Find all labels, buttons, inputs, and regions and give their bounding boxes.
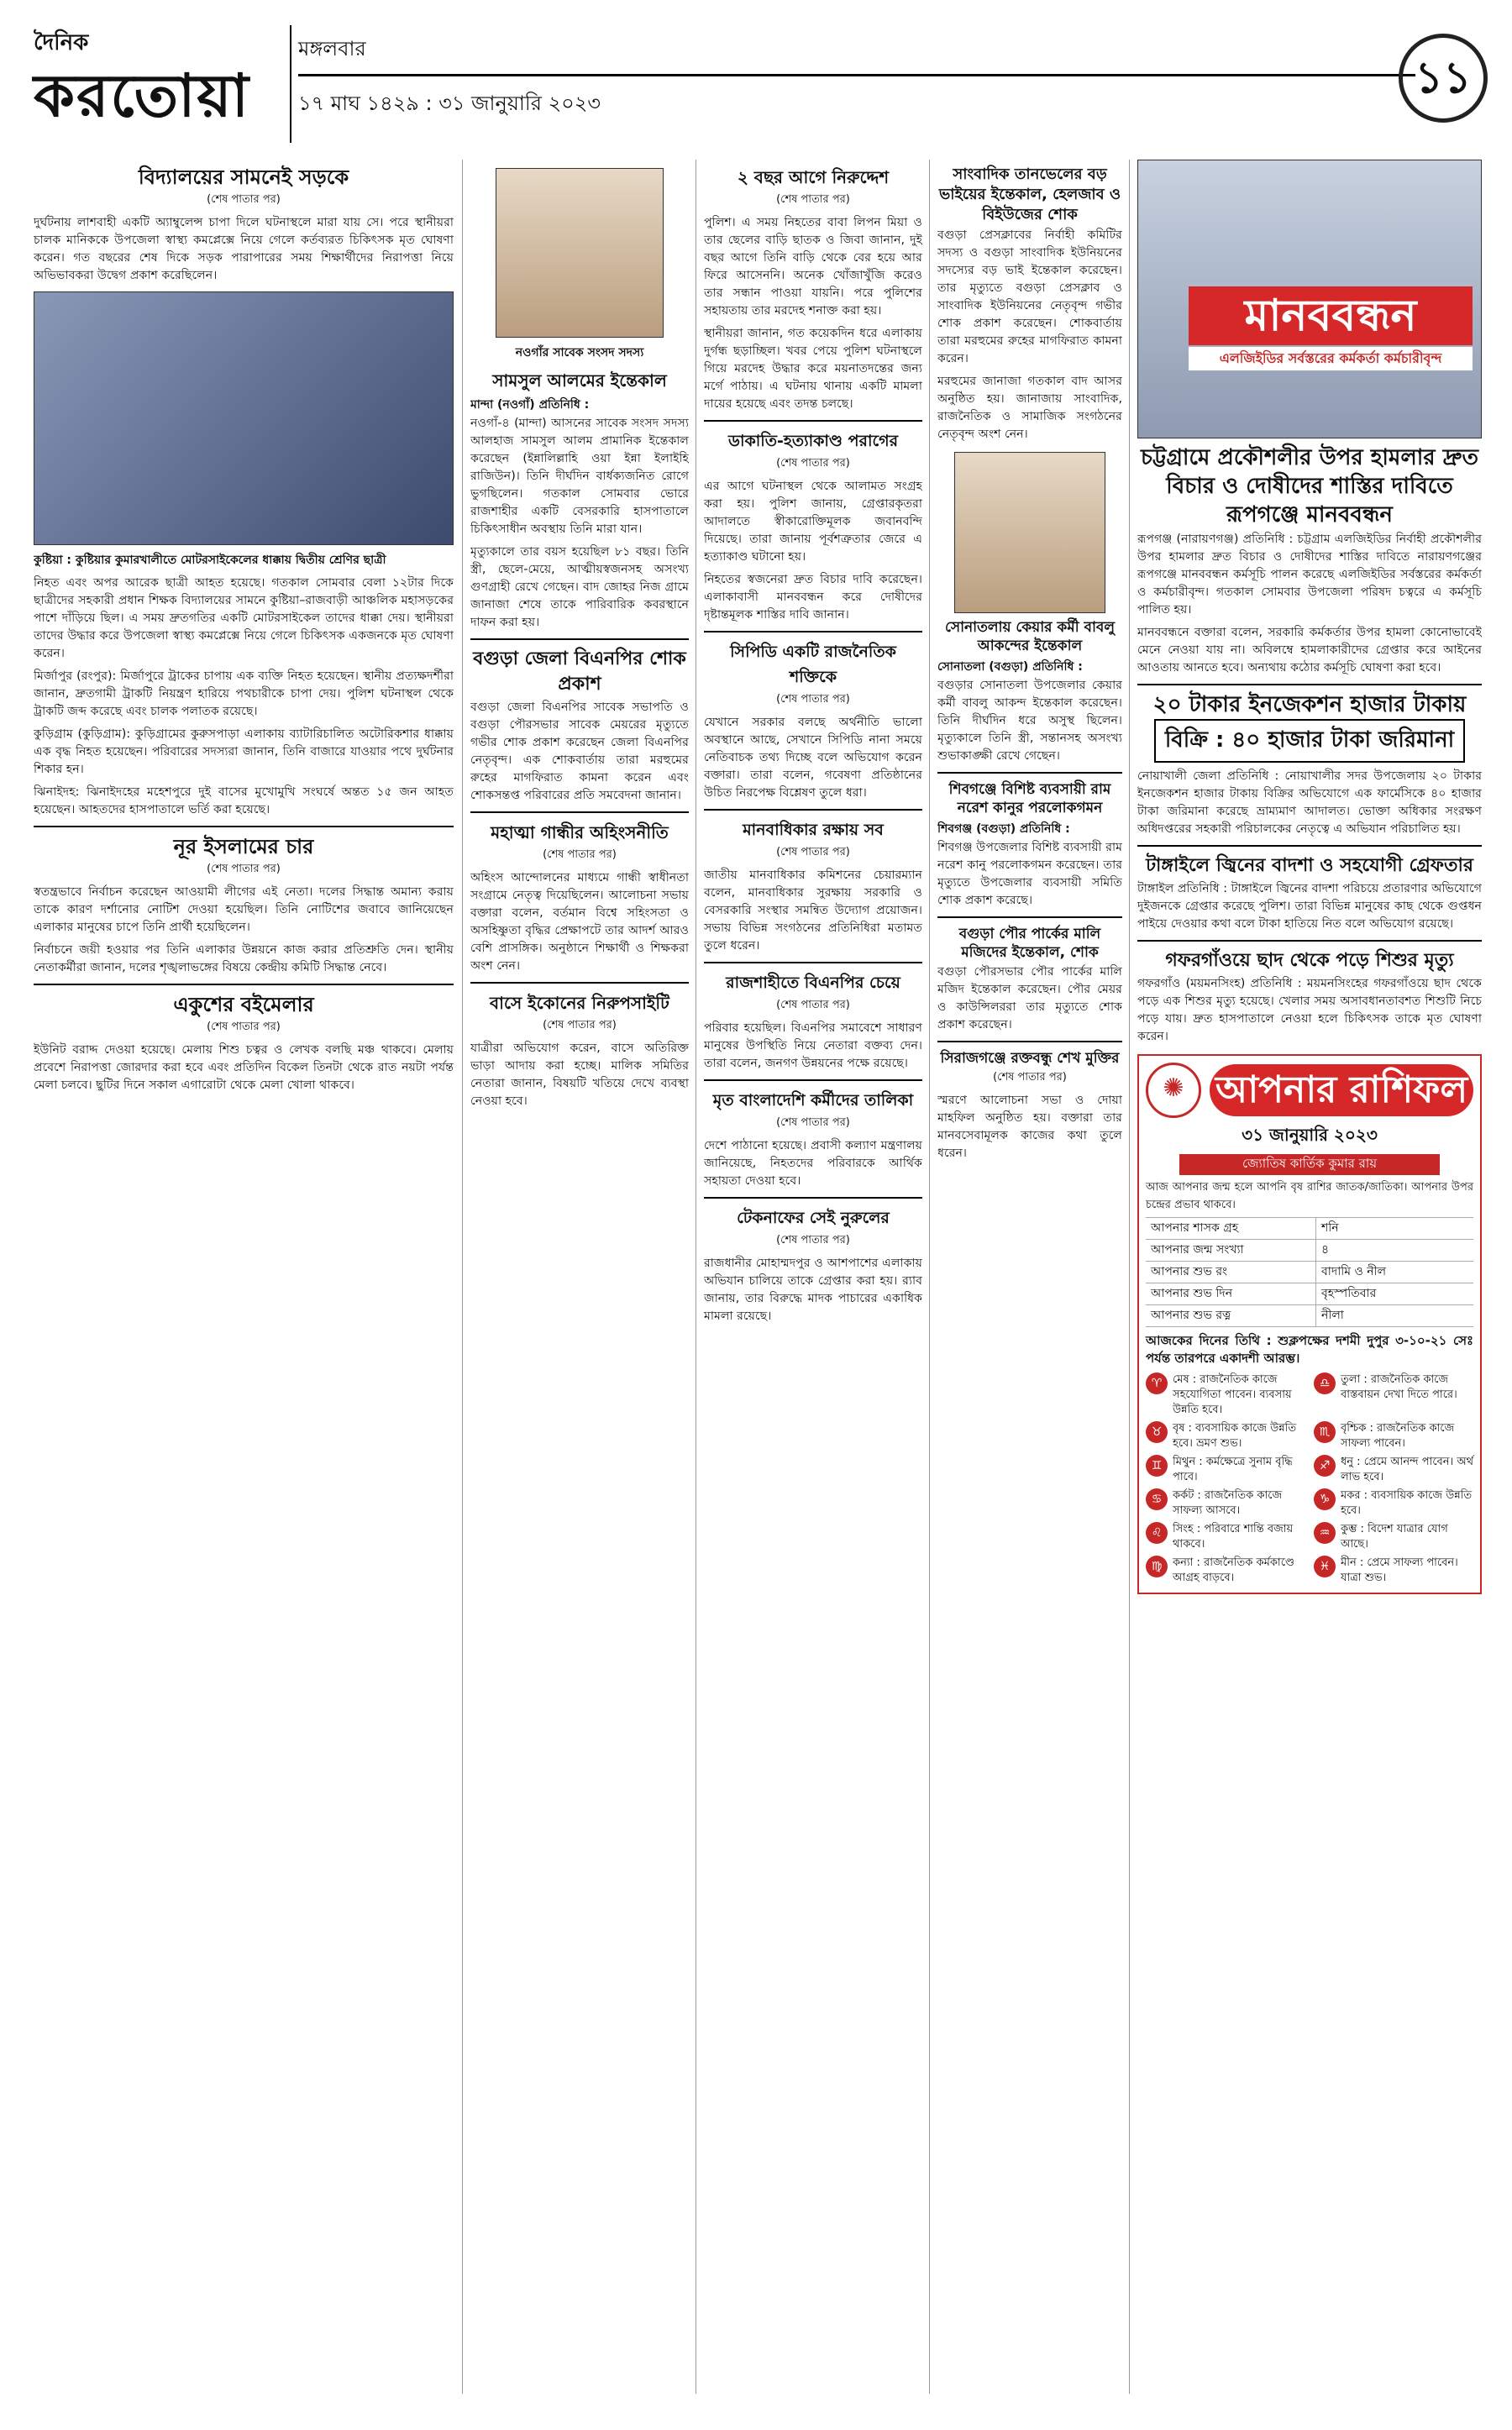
photo-caption: কুষ্টিয়া : কুষ্টিয়ার কুমারখালীতে মোটরসাইকেলের ধাক্কায় দ্বিতীয় শ্রেণির ছাত্রী (34, 554, 386, 567)
list-item: ♍ কন্যা : রাজনৈতিক কর্মকাণ্ডে আগ্রহ বাড়বে। (1146, 1556, 1305, 1586)
section-divider (1137, 684, 1482, 685)
section-divider (704, 1197, 922, 1199)
article-paragraph: বগুড়া পৌরসভার পৌর পার্কের মালি মজিদ ইন্তেকাল করেছেন। পৌর মেয়র ও কাউন্সিলররা তার মৃত্যুতে শোক প্রকাশ করেছেন। (937, 965, 1122, 1031)
zodiac-sign-list (1146, 1372, 1473, 1586)
table-row: আপনার শুভ রত্ন নীলা (1146, 1305, 1473, 1327)
zodiac-icon: ♏ (1314, 1421, 1336, 1443)
issue-day: মঙ্গলবার (298, 37, 366, 60)
zodiac-icon: ♊ (1146, 1455, 1168, 1477)
section-divider (937, 772, 1122, 774)
list-item: ♐ ধনু : প্রেমে আনন্দ পাবেন। অর্থ লাভ হবে। (1314, 1455, 1473, 1485)
column-1 (34, 160, 454, 2394)
section-divider (470, 638, 689, 640)
headline: সামসুল আলমের ইন্তেকাল (492, 370, 667, 391)
horoscope-today: আজকের দিনের তিথি : শুক্লপক্ষের দশমী দুপুর ৩-১০-২১ সেঃ পর্যন্ত তারপরে একাদশী আরম্ভ। (1146, 1333, 1473, 1366)
article-paragraph: ইউনিট বরাদ্দ দেওয়া হয়েছে। মেলায় শিশু চত্বর ও লেখক বলছি মঞ্চ থাকবে। মেলায় প্রবেশে নিরাপত্তা জোরদার করা হবে এবং প্রতিদিন বিকেল তিনটা থেকে রাত নয়টা পর্যন্ত মেলা চলবে। ছুটির দিনে সকাল এগারোটা থেকে মেলা খোলা থাকবে। (34, 1043, 454, 1092)
zodiac-icon: ♎ (1314, 1372, 1336, 1394)
headline: একুশের বইমেলার (173, 993, 314, 1016)
headline: ২০ টাকার ইনজেকশন হাজার টাকায় (1152, 692, 1467, 717)
section-divider (937, 916, 1122, 918)
article-paragraph: জাতীয় মানবাধিকার কমিশনের চেয়ারম্যান বলেন, মানবাধিকার সুরক্ষায় সরকারি ও বেসরকারি সংস্থার সমন্বিত উদ্যোগ প্রয়োজন। সভায় বিভিন্ন সংগঠনের প্রতিনিধিরা মতামত তুলে ধরেন। (704, 869, 922, 953)
headline: গফরগাঁওয়ে ছাদ থেকে পড়ে শিশুর মৃত্যু (1165, 950, 1454, 971)
list-item: ♌ সিংহ : পরিবারে শান্তি বজায় থাকবে। (1146, 1522, 1305, 1552)
zodiac-icon: ♓ (1314, 1556, 1336, 1577)
continued-note: (শেষ পাতার পর) (207, 193, 281, 206)
rally-banner-subtitle: এলজিইডির সর্বস্তরের কর্মকর্তা কর্মচারীবৃন্দ (1189, 347, 1473, 370)
zodiac-icon: ♉ (1146, 1421, 1168, 1443)
article-paragraph: স্মরণে আলোচনা সভা ও দোয়া মাহফিল অনুষ্ঠিত হয়। বক্তারা তার মানবসেবামূলক কাজের কথা তুলে ধরেন। (937, 1094, 1122, 1160)
byline: শিবগঞ্জ (বগুড়া) প্রতিনিধি : (937, 822, 1070, 836)
headline: বাসে ইকোনের নিরুপসাইটি (490, 993, 669, 1013)
article-paragraph: পরিবার হয়েছিল। বিএনপির সমাবেশে সাধারণ মানুষের উপস্থিতি নিয়ে নেতারা বক্তব্য দেন। তারা বলেন, জনগণ উন্নয়নের পক্ষে রয়েছে। (704, 1021, 922, 1070)
section-divider (1137, 940, 1482, 942)
news-photo (34, 291, 454, 545)
horoscope-intro: আজ আপনার জন্ম হলে আপনি বৃষ রাশির জাতক/জাতিকা। আপনার উপর চন্দ্রের প্রভাব থাকবে। (1146, 1181, 1473, 1211)
list-item: ♈ মেষ : রাজনৈতিক কাজে সহযোগিতা পাবেন। ব্যবসায় উন্নতি হবে। (1146, 1372, 1305, 1418)
horoscope-title: আপনার রাশিফল (1210, 1064, 1473, 1116)
headline: মহাত্মা গান্ধীর অহিংসনীতি (491, 822, 669, 842)
list-item: ♑ মকর : ব্যবসায়িক কাজে উন্নতি হবে। (1314, 1488, 1473, 1519)
article-paragraph: ঝিনাইদহ: ঝিনাইদহের মহেশপুরে দুই বাসের মুখোমুখি সংঘর্ষে অন্তত ১৫ জন আহত হয়েছেন। আহতদের হাসপাতালে ভর্তি করা হয়েছে। (34, 785, 454, 816)
table-row: আপনার শুভ দিন বৃহস্পতিবার (1146, 1283, 1473, 1305)
rally-photo (1137, 160, 1482, 438)
article-paragraph: অহিংস আন্দোলনের মাধ্যমে গান্ধী স্বাধীনতা সংগ্রামে নেতৃত্ব দিয়েছিলেন। আলোচনা সভায় বক্তারা বলেন, বর্তমান বিশ্বে সহিংসতা ও অসহিষ্ণুতা বৃদ্ধির প্রেক্ষাপটে তার আদর্শ আরও বেশি প্রাসঙ্গিক। অনুষ্ঠানে শিক্ষার্থী ও শিক্ষকরা অংশ নেন। (470, 871, 689, 973)
headline: বিদ্যালয়ের সামনেই সড়কে (138, 165, 349, 189)
article-paragraph: টাঙ্গাইল প্রতিনিধি : টাঙ্গাইলে জ্বিনের বাদশা পরিচয়ে প্রতারণার অভিযোগে দুইজনকে গ্রেপ্তার করেছে পুলিশ। তারা বিভিন্ন মানুষের কাছ থেকে গুপ্তধন পাইয়ে দেওয়ার কথা বলে টাকা হাতিয়ে নিত বলে অভিযোগ রয়েছে। (1137, 882, 1482, 931)
headline: নূর ইসলামের চার (173, 835, 314, 858)
headline: সিপিডি একটি রাজনৈতিক শক্তিকে (730, 643, 896, 686)
article-paragraph: স্থানীয়রা জানান, গত কয়েকদিন ধরে এলাকায় দুর্গন্ধ ছড়াচ্ছিল। খবর পেয়ে পুলিশ ঘটনাস্থলে গিয়ে মরদেহ উদ্ধার করে ময়নাতদন্তের জন্য মর্গে পাঠায়। এ ঘটনায় থানায় একটি মামলা দায়ের হয়েছে এবং তদন্ত চলছে। (704, 327, 922, 411)
article-paragraph: দেশে পাঠানো হয়েছে। প্রবাসী কল্যাণ মন্ত্রণালয় জানিয়েছে, নিহতদের পরিবারকে আর্থিক সহায়তা দেওয়া হবে। (704, 1139, 922, 1188)
continued-note: (শেষ পাতার পর) (207, 863, 281, 875)
continued-note: (শেষ পাতার পর) (543, 848, 617, 861)
list-item: ♒ কুম্ভ : বিদেশ যাত্রার যোগ আছে। (1314, 1522, 1473, 1552)
article-paragraph: মির্জাপুর (রংপুর): মির্জাপুরে ট্রাকের চাপায় এক ব্যক্তি নিহত হয়েছেন। স্থানীয় প্রত্যক্ষদর্শীরা জানান, দ্রুতগামী ট্রাকটি নিয়ন্ত্রণ হারিয়ে পথচারীকে চাপা দেয়। পুলিশ ঘটনাস্থল থেকে ট্রাকটি জব্দ করেছে এবং চালক পলাতক রয়েছে। (34, 669, 454, 718)
headline-kicker: নওগাঁর সাবেক সংসদ সদস্য (515, 346, 644, 360)
column-5 (1137, 160, 1482, 2394)
section-divider (704, 1079, 922, 1081)
paper-logo: করতোয়া (34, 61, 250, 130)
headline: মৃত বাংলাদেশি কর্মীদের তালিকা (712, 1091, 914, 1110)
table-row: আপনার শুভ রং বাদামি ও নীল (1146, 1262, 1473, 1283)
table-row: আপনার জন্ম সংখ্যা ৪ (1146, 1240, 1473, 1262)
headline: সোনাতলায় কেয়ার কর্মী বাবলু আকন্দের ইন্তেকাল (944, 619, 1116, 654)
continued-note: (শেষ পাতার পর) (776, 1234, 850, 1246)
continued-note: (শেষ পাতার পর) (776, 193, 850, 206)
headline: সিরাজগঞ্জে রক্তবন্ধু শেখ মুক্তির (940, 1050, 1120, 1067)
continued-note: (শেষ পাতার পর) (776, 1116, 850, 1129)
horoscope-table (1146, 1217, 1473, 1327)
section-divider (34, 826, 454, 827)
masthead-rule (298, 74, 1415, 76)
section-divider (470, 982, 689, 984)
horoscope-date: ৩১ জানুয়ারি ২০২৩ (1242, 1125, 1378, 1145)
article-paragraph: গফরগাঁও (ময়মনসিংহ) প্রতিনিধি : ময়মনসিংহের গফরগাঁওয়ে ছাদ থেকে পড়ে এক শিশুর মৃত্যু হয়েছে। খেলার সময় অসাবধানতাবশত শিশুটি নিচে পড়ে যায়। দ্রুত হাসপাতালে নেওয়া হলে চিকিৎসক তাকে মৃত ঘোষণা করেন। (1137, 977, 1482, 1043)
headline: ডাকাতি-হত্যাকাণ্ড পরাগের (727, 432, 899, 450)
headline: টেকনাফের সেই নুরুলের (737, 1209, 890, 1227)
article-paragraph: নিহতের স্বজনেরা দ্রুত বিচার দাবি করেছেন। এলাকাবাসী মানববন্ধন করে দোষীদের দৃষ্টান্তমূলক শাস্তির দাবি জানান। (704, 573, 922, 622)
list-item: ♏ বৃশ্চিক : রাজনৈতিক কাজে সাফল্য পাবেন। (1314, 1421, 1473, 1451)
article-paragraph: নওগাঁ-৪ (মান্দা) আসনের সাবেক সংসদ সদস্য আলহাজ সামসুল আলম প্রামানিক ইন্তেকাল করেছেন (ইন্নালিল্লাহি ওয়া ইন্না ইলাইহি রাজিউন)। তিনি দীর্ঘদিন বার্ধক্যজনিত রোগে ভুগছিলেন। গতকাল সোমবার ভোরে রাজশাহীর একটি বেসরকারি হাসপাতালে চিকিৎসাধীন অবস্থায় তিনি মারা যান। (470, 417, 689, 536)
article-paragraph: নিহত এবং অপর আরেক ছাত্রী আহত হয়েছে। গতকাল সোমবার বেলা ১২টার দিকে ছাত্রীদের সহকারী প্রধান শিক্ষক বিদ্যালয়ের সামনে কুষ্টিয়া–রাজবাড়ী আঞ্চলিক মহাসড়কের পাশে দাঁড়িয়ে ছিল। এ সময় দ্রুতগতির একটি মোটরসাইকেল তাদের ধাক্কা দেয়। স্থানীয়রা তাদের উদ্ধার করে উপজেলা স্বাস্থ্য কমপ্লেক্সে নিয়ে গেলে চিকিৎসক একজনকে মৃত ঘোষণা করেন। (34, 576, 454, 660)
masthead-divider (290, 25, 291, 143)
article-paragraph: পুলিশ। এ সময় নিহতের বাবা লিপন মিয়া ও তার ছেলের বাড়ি ছাতক ও জিবা জানান, দুই বছর আগে তিনি বাড়ি থেকে বের হয়ে আর ফিরে আসেননি। অনেক খোঁজাখুঁজি করেও তার সন্ধান পাওয়া যায়নি। পরে পুলিশের সহায়তায় তার মরদেহ শনাক্ত করা হয়। (704, 216, 922, 318)
list-item: ♊ মিথুন : কর্মক্ষেত্রে সুনাম বৃদ্ধি পাবে। (1146, 1455, 1305, 1485)
masthead (0, 0, 1512, 176)
article-paragraph: বগুড়ার সোনাতলা উপজেলার কেয়ার কর্মী বাবলু আকন্দ ইন্তেকাল করেছেন। তিনি দীর্ঘদিন ধরে অসুস্থ ছিলেন। মৃত্যুকালে তিনি স্ত্রী, সন্তানসহ অসংখ্য শুভাকাঙ্ক্ষী রেখে গেছেন। (937, 679, 1122, 763)
article-paragraph: রূপগঞ্জ (নারায়ণগঞ্জ) প্রতিনিধি : চট্টগ্রাম এলজিইডির নির্বাহী প্রকৌশলীর উপর হামলার দ্রুত বিচার ও দোষীদের শাস্তির দাবিতে নারায়ণগঞ্জের রূপগঞ্জে মানববন্ধন কর্মসূচি পালন করেছে এলজিইডির সর্বস্তরের কর্মকর্তা ও কর্মচারীবৃন্দ। গতকাল সোমবার উপজেলা পরিষদ চত্বরে এ কর্মসূচি পালিত হয়। (1137, 533, 1482, 617)
continued-note: (শেষ পাতার পর) (776, 846, 850, 858)
article-paragraph: বগুড়া জেলা বিএনপির সাবেক সভাপতি ও বগুড়া পৌরসভার সাবেক মেয়রের মৃত্যুতে গভীর শোক প্রকাশ করেছেন জেলা বিএনপির নেতৃবৃন্দ। এক শোকবার্তায় তারা মরহুমের রুহের মাগফিরাত কামনা করেন এবং শোকসন্তপ্ত পরিবারের প্রতি সমবেদনা জানান। (470, 701, 689, 802)
article-paragraph: বগুড়া প্রেসক্লাবের নির্বাহী কমিটির সদস্য ও বগুড়া সাংবাদিক ইউনিয়নের সদস্যের বড় ভাই ইন্তেকাল করেছেন। তার মৃত্যুতে বগুড়া প্রেসক্লাব ও সাংবাদিক ইউনিয়নের নেতৃবৃন্দ গভীর শোক প্রকাশ করেছেন। শোকবার্তায় তারা মরহুমের রুহের মাগফিরাত কামনা করেন। (937, 228, 1122, 365)
headline-box: বিক্রি : ৪০ হাজার টাকা জরিমানা (1154, 719, 1465, 763)
list-item: ♓ মীন : প্রেমে সাফল্য পাবেন। যাত্রা শুভ। (1314, 1556, 1473, 1586)
article-paragraph: যাত্রীরা অভিযোগ করেন, বাসে অতিরিক্ত ভাড়া আদায় করা হচ্ছে। মালিক সমিতির নেতারা জানান, বিষয়টি খতিয়ে দেখে ব্যবস্থা নেওয়া হবে। (470, 1042, 689, 1108)
headline: মানবাধিকার রক্ষায় সব (743, 821, 884, 839)
headline: ২ বছর আগে নিরুদ্দেশ (737, 167, 890, 187)
column-3 (704, 160, 922, 2394)
portrait-photo (496, 168, 664, 338)
column-rule (462, 160, 463, 2394)
zodiac-icon: ♌ (1146, 1522, 1168, 1544)
issue-date: ১৭ মাঘ ১৪২৯ : ৩১ জানুয়ারি ২০২৩ (298, 92, 601, 115)
headline: রাজশাহীতে বিএনপির চেয়ে (726, 974, 900, 992)
section-divider (34, 984, 454, 985)
article-paragraph: মানববন্ধনে বক্তারা বলেন, সরকারি কর্মকর্তার উপর হামলা কোনোভাবেই মেনে নেওয়া যায় না। অবিলম্বে হামলাকারীদের গ্রেপ্তার করে আইনের আওতায় আনতে হবে। অন্যথায় কঠোর কর্মসূচি ঘোষণা করা হবে। (1137, 626, 1482, 674)
headline: চট্টগ্রামে প্রকৌশলীর উপর হামলার দ্রুত বিচার ও দোষীদের শাস্তির দাবিতে রূপগঞ্জে মানববন্ধন (1141, 445, 1478, 527)
section-divider (704, 631, 922, 632)
list-item: ♋ কর্কট : রাজনৈতিক কাজে সাফল্য আসবে। (1146, 1488, 1305, 1519)
list-item: ♎ তুলা : রাজনৈতিক কাজে বাস্তবায়ন দেখা দিতে পারে। (1314, 1372, 1473, 1418)
rally-banner: মানববন্ধন (1189, 286, 1473, 345)
continued-note: (শেষ পাতার পর) (207, 1021, 281, 1033)
continued-note: (শেষ পাতার পর) (543, 1019, 617, 1031)
continued-note: (শেষ পাতার পর) (776, 999, 850, 1011)
zodiac-icon: ♍ (1146, 1556, 1168, 1577)
article-paragraph: স্বতন্ত্রভাবে নির্বাচন করেছেন আওয়ামী লীগের এই নেতা। দলের সিদ্ধান্ত অমান্য করায় তাকে কারণ দর্শানোর নোটিশ দেওয়া হয়েছিল। তিনি নোটিশের জবাবে জানিয়েছেন এলাকার মানুষের চাপে তিনি প্রার্থী হয়েছিলেন। (34, 885, 454, 934)
article-paragraph: যেখানে সরকার বলছে অর্থনীতি ভালো অবস্থানে আছে, সেখানে সিপিডি নানা সময়ে নেতিবাচক তথ্য দিচ্ছে বলে অভিযোগ করেন বক্তারা। তারা বলেন, গবেষণা প্রতিষ্ঠানের উচিত নিরপেক্ষ বিশ্লেষণ তুলে ধরা। (704, 716, 922, 800)
article-paragraph: এর আগে ঘটনাস্থল থেকে আলামত সংগ্রহ করা হয়। পুলিশ জানায়, গ্রেপ্তারকৃতরা আদালতে স্বীকারোক্তিমূলক জবানবন্দি দিয়েছে। তারা জানায় পূর্বশত্রুতার জেরে এ হত্যাকাণ্ড ঘটানো হয়। (704, 480, 922, 564)
section-divider (937, 1041, 1122, 1042)
article-paragraph: দুর্ঘটনায় লাশবাহী একটি অ্যাম্বুলেন্স চাপা দিলে ঘটনাস্থলে মারা যায় সে। পরে স্থানীয়রা চালক মানিককে উপজেলা স্বাস্থ্য কমপ্লেক্সে নিয়ে গেলে কর্তব্যরত চিকিৎসক মৃত ঘোষণা করেন। গত বছরের শেষ দিকে সড়ক পারাপারের সময় শিক্ষার্থীদের নিরাপত্তা নিয়ে অভিভাবকরা উদ্বেগ প্রকাশ করেছিলেন। (34, 216, 454, 282)
section-divider (704, 420, 922, 422)
zodiac-icon: ♐ (1314, 1455, 1336, 1477)
column-rule (929, 160, 930, 2394)
table-row: আপনার শাসক গ্রহ শনি (1146, 1218, 1473, 1240)
section-divider (1137, 845, 1482, 847)
article-paragraph: রাজধানীর মোহাম্মদপুর ও আশপাশের এলাকায় অভিযান চালিয়ে তাকে গ্রেপ্তার করা হয়। র‍্যাব জানায়, তার বিরুদ্ধে মাদক পাচারের একাধিক মামলা রয়েছে। (704, 1257, 922, 1323)
zodiac-icon: ♑ (1314, 1488, 1336, 1510)
section-divider (470, 811, 689, 813)
portrait-photo (954, 452, 1105, 613)
section-divider (704, 962, 922, 963)
continued-note: (শেষ পাতার পর) (776, 457, 850, 470)
headline: টাঙ্গাইলে জ্বিনের বাদশা ও সহযোগী গ্রেফতার (1146, 855, 1473, 876)
zodiac-wheel-icon: ✺ (1146, 1063, 1201, 1118)
article-paragraph: মরহুমের জানাজা গতকাল বাদ আসর অনুষ্ঠিত হয়। জানাজায় সাংবাদিক, রাজনৈতিক ও সামাজিক সংগঠনের নেতৃবৃন্দ অংশ নেন। (937, 375, 1122, 441)
zodiac-icon: ♈ (1146, 1372, 1168, 1394)
page-number: ১১ (1399, 34, 1488, 123)
article-paragraph: কুড়িগ্রাম (কুড়িগ্রাম): কুড়িগ্রামের কুরুসপাড়া এলাকায় ব্যাটারিচালিত অটোরিকশার ধাক্কায় এক বৃদ্ধ নিহত হয়েছেন। পরিবারের সদস্যরা জানান, তিনি বাজারে যাওয়ার পথে দুর্ঘটনার শিকার হন। (34, 727, 454, 776)
headline: সাংবাদিক তানভেলের বড় ভাইয়ের ইন্তেকাল, হেলজাব ও বিইউজের শোক (938, 165, 1121, 223)
list-item: ♉ বৃষ : ব্যবসায়িক কাজে উন্নতি হবে। ভ্রমণ শুভ। (1146, 1421, 1305, 1451)
paper-prefix: দৈনিক (34, 30, 89, 55)
continued-note: (শেষ পাতার পর) (993, 1071, 1067, 1084)
headline: বগুড়া জেলা বিএনপির শোক প্রকাশ (473, 648, 686, 695)
headline: শিবগঞ্জে বিশিষ্ট ব্যবসায়ী রাম নরেশ কানুর পরলোকগমন (948, 781, 1111, 816)
column-rule (1129, 160, 1130, 2394)
byline: মান্দা (নওগাঁ) প্রতিনিধি : (470, 398, 590, 412)
horoscope-box (1137, 1054, 1482, 1594)
byline: সোনাতলা (বগুড়া) প্রতিনিধি : (937, 660, 1083, 674)
headline: বগুড়া পৌর পার্কের মালি মজিদের ইন্তেকাল, শোক (958, 926, 1101, 961)
article-paragraph: নোয়াখালী জেলা প্রতিনিধি : নোয়াখালীর সদর উপজেলায় ২০ টাকার ইনজেকশন হাজার টাকায় বিক্রির অভিযোগে এক ফার্মেসিকে ৪০ হাজার টাকা জরিমানা করেছে ভ্রাম্যমাণ আদালত। ভোক্তা অধিকার সংরক্ষণ অধিদপ্তরের সহকারী পরিচালকের নেতৃত্বে এ অভিযান পরিচালিত হয়। (1137, 769, 1482, 836)
article-paragraph: নির্বাচনে জয়ী হওয়ার পর তিনি এলাকার উন্নয়নে কাজ করার প্রতিশ্রুতি দেন। স্থানীয় নেতাকর্মীরা জানান, দলের শৃঙ্খলাভঙ্গের বিষয়ে কেন্দ্রীয় কমিটি সিদ্ধান্ত নেবে। (34, 943, 454, 974)
article-paragraph: শিবগঞ্জ উপজেলার বিশিষ্ট ব্যবসায়ী রাম নরেশ কানু পরলোকগমন করেছেন। তার মৃত্যুতে উপজেলার ব্যবসায়ী সমিতি শোক প্রকাশ করেছে। (937, 841, 1122, 907)
continued-note: (শেষ পাতার পর) (776, 693, 850, 706)
article-paragraph: মৃত্যুকালে তার বয়স হয়েছিল ৮১ বছর। তিনি স্ত্রী, ছেলে-মেয়ে, আত্মীয়স্বজনসহ অসংখ্য গুণগ্রাহী রেখে গেছেন। বাদ জোহর নিজ গ্রামে জানাজা শেষে তাকে পারিবারিক কবরস্থানে দাফন করা হয়। (470, 545, 689, 629)
section-divider (704, 809, 922, 811)
column-4 (937, 160, 1122, 2394)
astrologer-name: জ্যোতিষ কার্তিক কুমার রায় (1179, 1154, 1440, 1175)
zodiac-icon: ♋ (1146, 1488, 1168, 1510)
column-2 (470, 160, 689, 2394)
zodiac-icon: ♒ (1314, 1522, 1336, 1544)
